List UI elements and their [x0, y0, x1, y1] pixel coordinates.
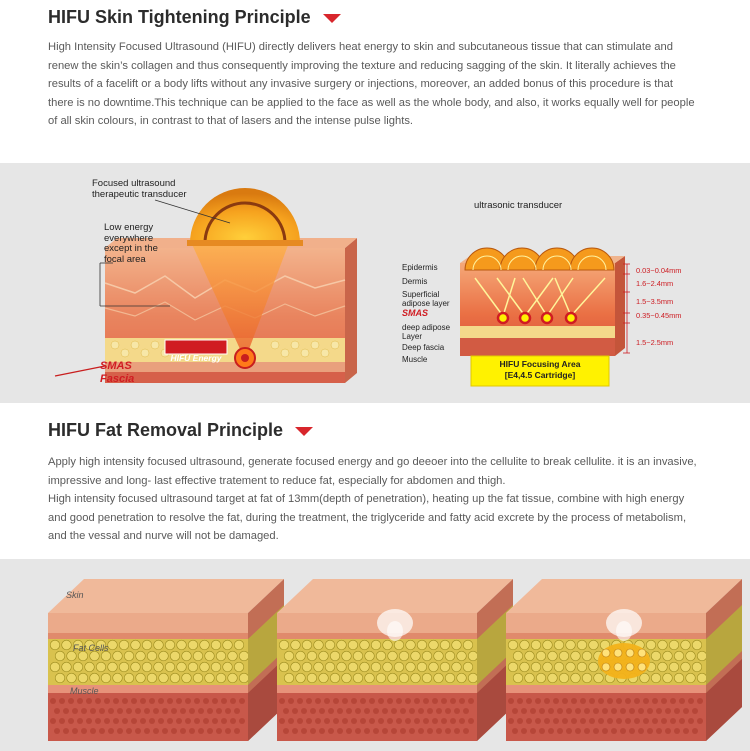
smas-label: SMAS	[100, 360, 132, 372]
layer-name-smas: SMAS	[402, 308, 429, 318]
focus-area-cartridge: [E4,4.5 Cartridge]	[504, 370, 576, 380]
focused-transducer-label: Focused ultrasound therapeutic transducer	[92, 178, 187, 200]
fat-cells-label: Fat Cells	[73, 643, 109, 653]
fat-removal-figure-panel	[0, 559, 750, 751]
skin-tightening-figure-panel	[0, 163, 750, 403]
fat-removal-paragraph	[48, 453, 700, 546]
layer-name: Muscle	[402, 355, 428, 364]
layer-depth: 0.03~0.04mm	[636, 266, 682, 275]
layer-name: Superficial adipose layer	[402, 290, 450, 308]
fat-removal-title	[48, 420, 313, 441]
tissue-block	[48, 579, 284, 741]
layer-depth: 0.35~0.45mm	[636, 311, 682, 320]
layer-name: deep adipose Layer	[402, 323, 451, 341]
layer-name: Epidermis	[402, 263, 438, 272]
layer-depth: 1.6~2.4mm	[636, 279, 674, 288]
fat-removal-body-1: Apply high intensity focused ultrasound, generate focused energy and go deeoer into the cellulite to break cellulite. it is an invasive, impressive and long- last effective tratement to reduce fat, especially for abdomen and thigh.	[48, 456, 697, 487]
skin-tightening-title-text: HIFU Skin Tightening Principle	[48, 7, 311, 27]
skin-tightening-paragraph	[48, 38, 700, 131]
skin-layer-label: Skin	[66, 590, 84, 600]
skin-tightening-title	[48, 7, 341, 28]
chevron-down-icon	[295, 427, 313, 436]
layer-name: Dermis	[402, 277, 428, 286]
fat-removal-title-text: HIFU Fat Removal Principle	[48, 420, 284, 440]
tissue-block	[506, 579, 742, 741]
muscle-layer-label: Muscle	[70, 686, 99, 696]
chevron-down-icon	[323, 14, 341, 23]
fascia-label: Fascia	[100, 373, 135, 385]
fat-removal-body-2: High intensity focused ultrasound target at fat of 13mm(depth of penetration), heating up the fat tissue, combine with high energy and good penetration to resolve the fat, during the treatment, the triglyceride and fatty acid excrete by the process of metabolism, and the vessal and nurve will not be damaged.	[48, 493, 687, 542]
hifu-skin-cross-section-illustration	[95, 188, 355, 388]
focus-area-caption	[471, 359, 609, 381]
hifu-energy-tag: HIFU Energy	[170, 353, 222, 363]
tissue-block	[277, 579, 513, 741]
layer-depth: 1.5~3.5mm	[636, 297, 674, 306]
ultrasonic-transducer-label: ultrasonic transducer	[474, 200, 563, 211]
focus-area-title: HIFU Focusing Area	[499, 359, 581, 369]
low-energy-label: Low energy everywhere except in the focal area	[104, 222, 158, 265]
skin-tightening-body: High Intensity Focused Ultrasound (HIFU) directly delivers heat energy to skin and subcutaneous tissue that can stimulate and renew the skin’s collagen and thus consequently improving the texture and reducing sagging of the skin. It literally achieves the results of a facelift or a body lifts without any invasive surgery or injections, moreover, an added bonus of this procedure is that there is no downtime.This technique can be applied to the face as well as the whole body, and also, it works equally well for people of all skin colours, in contrast to that of lasers and the intense pulse lights.	[48, 41, 695, 127]
layer-depth: 1.5~2.5mm	[636, 338, 674, 347]
fat-removal-stages-illustration	[0, 559, 750, 751]
layer-name: Deep fascia	[402, 343, 445, 352]
